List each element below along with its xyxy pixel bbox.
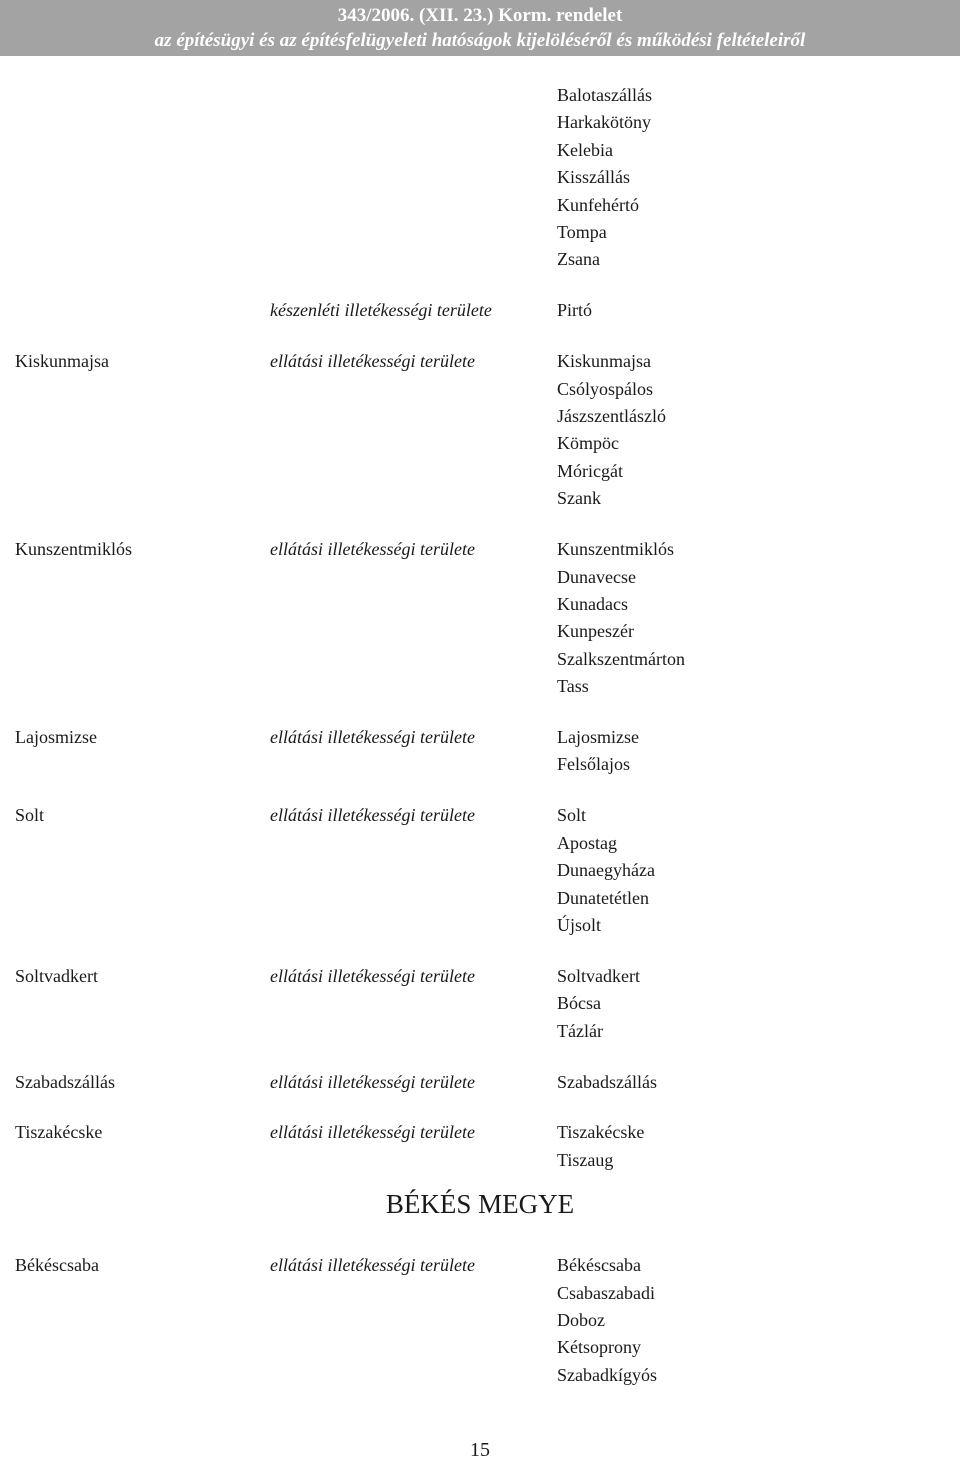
settlement-name: Jászszentlászló xyxy=(557,406,666,426)
settlement-name: Tass xyxy=(557,676,589,697)
settlement-name: Dunavecse xyxy=(557,566,636,587)
settlement-name: Kunfehértó xyxy=(557,194,639,215)
settlement-name: Doboz xyxy=(557,1310,605,1330)
settlement-name: Kunadacs xyxy=(557,593,628,614)
settlement-name: Kétsoprony xyxy=(557,1337,641,1358)
settlement-name: Kisszállás xyxy=(557,167,630,188)
settlement-name: Újsolt xyxy=(557,914,602,935)
settlement-name: Dunatetétlen xyxy=(557,887,649,908)
county-heading: BÉKÉS MEGYE xyxy=(385,1189,575,1220)
header-title: 343/2006. (XII. 23.) Korm. rendelet xyxy=(337,5,623,26)
jurisdiction-type: ellátási illetékességi területe xyxy=(270,351,475,372)
settlement-name: Lajosmizse xyxy=(557,727,639,747)
settlement-name: Tompa xyxy=(557,222,607,242)
settlement-name: Kömpöc xyxy=(557,433,619,454)
settlement-name: Tázlár xyxy=(557,1020,603,1041)
settlement-name: Csólyospálos xyxy=(557,378,654,399)
settlement-name: Kunszentmiklós xyxy=(557,539,674,560)
jurisdiction-type: ellátási illetékességi területe xyxy=(270,1255,475,1276)
authority-seat: Soltvadkert xyxy=(15,965,98,986)
settlement-name: Dunaegyháza xyxy=(557,860,655,881)
settlement-name: Zsana xyxy=(557,249,600,270)
settlement-name: Tiszakécske xyxy=(557,1122,645,1143)
settlement-name: Szabadszállás xyxy=(557,1071,657,1092)
jurisdiction-type: készenléti illetékességi területe xyxy=(270,300,492,321)
authority-seat: Szabadszállás xyxy=(15,1071,115,1092)
jurisdiction-type: ellátási illetékességi területe xyxy=(270,539,475,560)
settlement-name: Kunpeszér xyxy=(557,621,634,642)
settlement-name: Kelebia xyxy=(557,139,613,160)
page-number: 15 xyxy=(470,1439,490,1461)
settlement-name: Tiszaug xyxy=(557,1149,614,1170)
jurisdiction-type: ellátási illetékességi területe xyxy=(270,727,475,747)
settlement-name: Móricgát xyxy=(557,460,623,481)
settlement-name: Felsőlajos xyxy=(557,754,631,775)
jurisdiction-type: ellátási illetékességi területe xyxy=(270,1071,475,1092)
authority-seat: Tiszakécske xyxy=(15,1122,103,1143)
settlement-name: Harkakötöny xyxy=(557,112,651,133)
header-subtitle: az építésügyi és az építésfelügyeleti hatóságok kijelöléséről és működési feltételeiről xyxy=(154,30,806,51)
jurisdiction-type: ellátási illetékességi területe xyxy=(270,965,475,986)
authority-seat: Lajosmizse xyxy=(15,727,97,747)
settlement-name: Békéscsaba xyxy=(557,1255,641,1276)
settlement-name: Kiskunmajsa xyxy=(557,351,651,372)
authority-seat: Solt xyxy=(15,805,45,826)
settlement-name: Bócsa xyxy=(557,993,601,1014)
authority-seat: Kiskunmajsa xyxy=(15,351,109,372)
settlement-name: Soltvadkert xyxy=(557,965,640,986)
settlement-name: Szalkszentmárton xyxy=(557,648,685,669)
settlement-name: Apostag xyxy=(557,832,617,853)
settlement-name: Szabadkígyós xyxy=(557,1364,657,1385)
jurisdiction-type: ellátási illetékességi területe xyxy=(270,1122,475,1143)
jurisdiction-type: ellátási illetékességi területe xyxy=(270,805,475,826)
settlement-name: Csabaszabadi xyxy=(557,1282,655,1303)
authority-seat: Kunszentmiklós xyxy=(15,539,132,560)
settlement-name: Szank xyxy=(557,488,601,509)
authority-seat: Békéscsaba xyxy=(15,1255,99,1276)
settlement-name: Pirtó xyxy=(557,300,593,321)
settlement-name: Balotaszállás xyxy=(557,85,652,105)
settlement-name: Solt xyxy=(557,805,587,826)
